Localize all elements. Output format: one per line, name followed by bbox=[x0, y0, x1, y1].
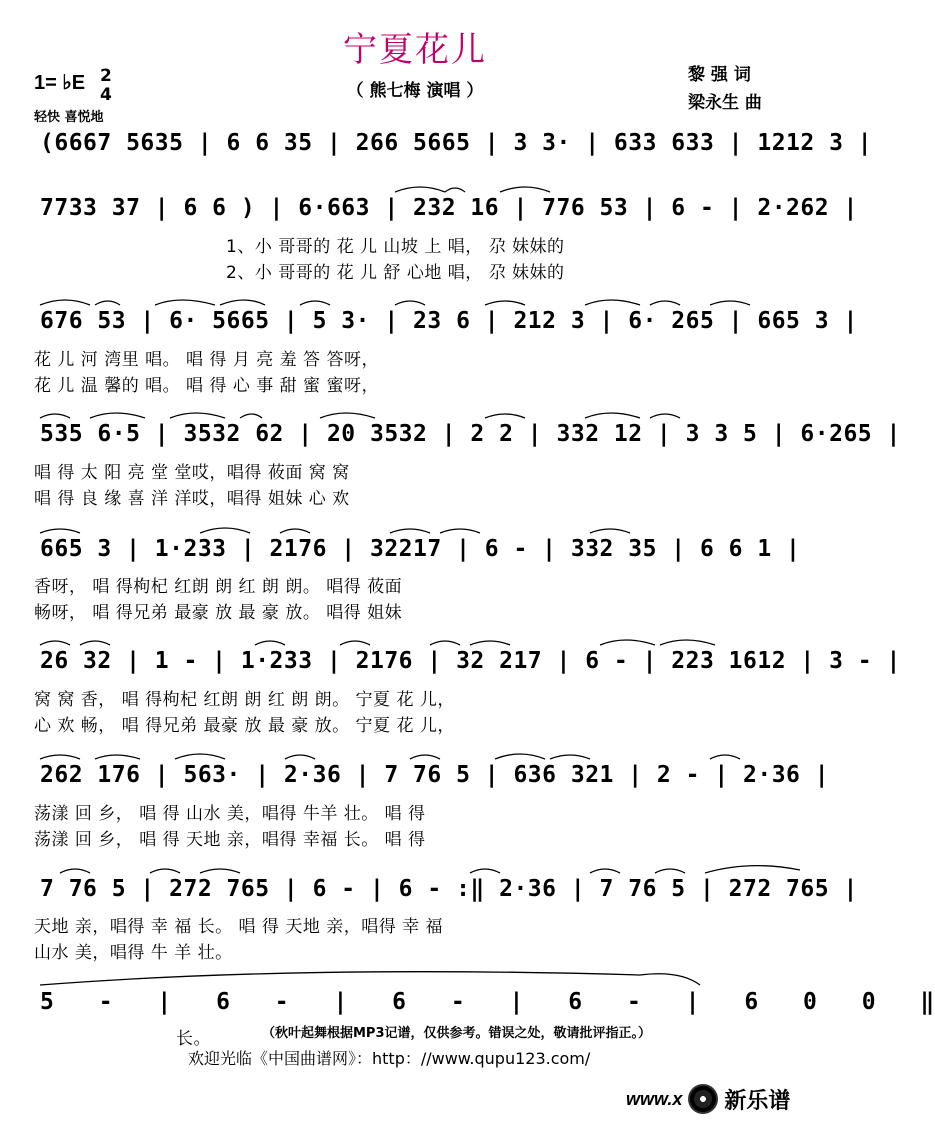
lyric-row-7-verse-2: 荡漾 回 乡， 唱 得 天地 亲，唱得 幸福 长。 唱 得 bbox=[34, 830, 426, 850]
slur-arc bbox=[485, 414, 525, 418]
lyric-row-6-verse-2: 心 欢 畅， 唱 得兄弟 最豪 放 最 豪 放。 宁夏 花 儿， bbox=[34, 716, 455, 736]
slur-arc bbox=[320, 413, 375, 418]
slur-arc bbox=[285, 755, 315, 759]
composer-credit: 梁永生 曲 bbox=[688, 93, 762, 113]
slur-arc bbox=[585, 300, 640, 305]
lyric-row-8-verse-2: 山水 美，唱得 牛 羊 壮。 bbox=[34, 943, 233, 963]
notation-row-4: 535 6·5 | 3532 62 | 20 3532 | 2 2 | 332 12 | 3 3 5 | 6·265 | bbox=[40, 421, 901, 447]
slur-arc bbox=[495, 754, 545, 759]
slur-arc bbox=[200, 528, 250, 533]
slur-arc bbox=[40, 414, 70, 418]
notation-row-6: 26 32 | 1 - | 1·233 | 2176 | 32 217 | 6 - | 223 1612 | 3 - | bbox=[40, 648, 901, 674]
slur-arc bbox=[710, 301, 750, 305]
lyric-row-3-verse-2: 花 儿 温 馨的 唱。 唱 得 心 事 甜 蜜 蜜呀， bbox=[34, 376, 379, 396]
slur-arc bbox=[300, 301, 330, 305]
lyric-row-2-verse-2: 2、小 哥哥的 花 儿 舒 心地 唱， 尕 妹妹的 bbox=[226, 263, 565, 283]
notation-row-1: (6667 5635 | 6 6 35 | 266 5665 | 3 3· | 633 633 | 1212 3 | bbox=[40, 130, 873, 156]
notation-row-7: 262 176 | 563· | 2·36 | 7 76 5 | 636 321 | 2 - | 2·36 | bbox=[40, 762, 830, 788]
slur-arc bbox=[585, 413, 640, 418]
key-signature: 1= ♭E bbox=[34, 72, 86, 94]
song-title: 宁夏花儿 bbox=[343, 30, 487, 70]
record-disc-icon bbox=[688, 1084, 718, 1114]
slur-arc bbox=[80, 641, 110, 645]
slur-arc bbox=[390, 529, 430, 533]
slur-arc bbox=[705, 866, 800, 873]
slur-arc bbox=[660, 640, 715, 645]
slur-arc bbox=[40, 529, 80, 533]
notation-row-9: 5 - | 6 - | 6 - | 6 - | 6 0 0 ‖ bbox=[40, 989, 935, 1015]
slur-arc bbox=[340, 641, 370, 645]
slur-arc bbox=[155, 300, 215, 305]
slur-arc bbox=[445, 188, 465, 192]
logo-url-text: www.x bbox=[626, 1088, 683, 1109]
notation-row-2: 7733 37 | 6 6 ) | 6·663 | 232 16 | 776 53 | 6 - | 2·262 | bbox=[40, 195, 858, 221]
slur-arc bbox=[710, 755, 740, 759]
time-signature-bottom: 4 bbox=[100, 85, 112, 105]
lyric-row-2-verse-1: 1、小 哥哥的 花 儿 山坡 上 唱， 尕 妹妹的 bbox=[226, 237, 565, 257]
slur-arc bbox=[95, 301, 120, 305]
slur-arc bbox=[470, 869, 500, 873]
slur-arc bbox=[40, 300, 90, 305]
slur-arc bbox=[40, 641, 70, 645]
slur-arc bbox=[650, 301, 680, 305]
notation-row-8: 7 76 5 | 272 765 | 6 - | 6 - :‖ 2·36 | 7 76 5 | 272 765 | bbox=[40, 876, 858, 902]
slur-arc bbox=[395, 187, 445, 192]
slur-arc bbox=[40, 972, 640, 985]
lyric-row-9-verse-1: 长。 bbox=[176, 1029, 211, 1049]
footer-site: 欢迎光临《中国曲谱网》：http：//www.qupu123.com/ bbox=[188, 1049, 591, 1068]
slur-arc bbox=[410, 755, 440, 759]
lyric-row-5-verse-1: 香呀， 唱 得枸杞 红朗 朗 红 朗 朗。 唱得 莜面 bbox=[34, 577, 403, 597]
footer-note: （秋叶起舞根据MP3记谱，仅供参考。错误之处，敬请批评指正。） bbox=[262, 1026, 652, 1041]
slur-arc bbox=[550, 755, 590, 759]
lyric-row-7-verse-1: 荡漾 回 乡， 唱 得 山水 美，唱得 牛羊 壮。 唱 得 bbox=[34, 804, 426, 824]
slur-arc bbox=[40, 755, 80, 759]
slur-arc bbox=[170, 413, 225, 418]
notation-row-5: 665 3 | 1·233 | 2176 | 32217 | 6 - | 332 35 | 6 6 1 | bbox=[40, 536, 801, 562]
slur-arc bbox=[640, 974, 700, 985]
time-signature-top: 2 bbox=[100, 66, 112, 86]
lyricist-credit: 黎 强 词 bbox=[688, 65, 751, 85]
slur-arc bbox=[150, 869, 180, 873]
slur-arc bbox=[60, 869, 90, 873]
site-logo bbox=[626, 1082, 790, 1116]
slur-arc bbox=[395, 301, 425, 305]
slur-arc bbox=[175, 754, 225, 759]
slur-arc bbox=[655, 869, 685, 873]
slur-arc bbox=[485, 301, 525, 305]
slur-arc bbox=[590, 529, 630, 533]
lyric-row-5-verse-2: 畅呀， 唱 得兄弟 最豪 放 最 豪 放。 唱得 姐妹 bbox=[34, 603, 403, 623]
notation-row-3: 676 53 | 6· 5665 | 5 3· | 23 6 | 212 3 | 6· 265 | 665 3 | bbox=[40, 308, 858, 334]
lyric-row-4-verse-1: 唱 得 太 阳 亮 堂 堂哎，唱得 莜面 窝 窝 bbox=[34, 463, 350, 483]
slur-arc bbox=[500, 187, 550, 192]
slur-arc bbox=[280, 529, 310, 533]
slur-arc bbox=[240, 414, 262, 418]
lyric-row-6-verse-1: 窝 窝 香， 唱 得枸杞 红朗 朗 红 朗 朗。 宁夏 花 儿， bbox=[34, 690, 455, 710]
slur-arc bbox=[470, 641, 510, 645]
slur-arc bbox=[440, 529, 480, 533]
logo-name-text: 新乐谱 bbox=[724, 1088, 791, 1114]
slur-arc bbox=[255, 641, 285, 645]
slur-arc bbox=[430, 641, 460, 645]
performer-line: （ 熊七梅 演唱 ） bbox=[346, 81, 484, 101]
slur-arc bbox=[590, 869, 620, 873]
slur-arc bbox=[200, 869, 240, 873]
slur-arc bbox=[650, 414, 680, 418]
lyric-row-3-verse-1: 花 儿 河 湾里 唱。 唱 得 月 亮 羞 答 答呀， bbox=[34, 350, 379, 370]
lyric-row-8-verse-1: 天地 亲，唱得 幸 福 长。 唱 得 天地 亲，唱得 幸 福 bbox=[34, 917, 444, 937]
tempo-marking: 轻快 喜悦地 bbox=[34, 110, 104, 125]
slur-arc bbox=[90, 413, 145, 418]
lyric-row-4-verse-2: 唱 得 良 缘 喜 洋 洋哎，唱得 姐妹 心 欢 bbox=[34, 489, 350, 509]
slur-arc bbox=[600, 640, 655, 645]
slur-arc bbox=[220, 300, 265, 305]
slur-arc bbox=[95, 755, 140, 759]
